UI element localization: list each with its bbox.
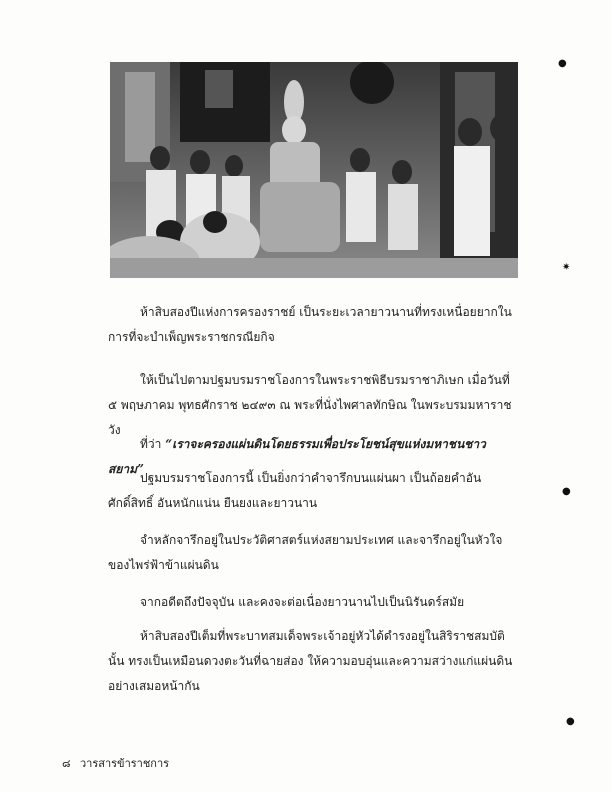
royal-oath-quote: “เราจะครองแผ่นดินโดยธรรมเพื่อประโยชน์สุขแห่งมหาชนชาวสยาม”: [108, 437, 486, 476]
publication-name: วารสารข้าราชการ: [80, 757, 170, 770]
paragraph-6: จากอดีตถึงปัจจุบัน และคงจะต่อเนื่องยาวนานไปเป็นนิรันดร์สมัย: [140, 595, 465, 609]
quote-prefix: ที่ว่า: [140, 437, 162, 451]
paragraph-2: ให้เป็นไปตามปฐมบรมราชโองการในพระราชพิธีบรมราชาภิเษก เมื่อวันที่ ๕ พฤษภาคม พุทธศักราช ๒๔๙๓ ณ พระที่นั่งไพศาลทักษิณ ในพระบรมมหาราชวัง: [108, 373, 512, 437]
margin-bullet: ●: [562, 486, 571, 497]
margin-bullet: ●: [558, 58, 567, 69]
paragraph-5: จำหลักจารึกอยู่ในประวัติศาสตร์แห่งสยามประเทศ และจารึกอยู่ในหัวใจของไพร่ฟ้าข้าแผ่นดิน: [108, 533, 503, 572]
page-number: ๘: [62, 757, 71, 770]
paragraph-7: ห้าสิบสองปีเต็มที่พระบาทสมเด็จพระเจ้าอยู่หัวได้ดำรงอยู่ในสิริราชสมบัตินั้น ทรงเป็นเหมือนดวงตะวันที่ฉายส่อง ให้ความอบอุ่นและความสว่างแก่แผ่นดินอย่างเสมอหน้ากัน: [108, 629, 513, 693]
paragraph-1: ห้าสิบสองปีแห่งการครองราชย์ เป็นระยะเวลายาวนานที่ทรงเหนื่อยยากในการที่จะบำเพ็ญพระราชกรณียกิจ: [108, 305, 512, 344]
margin-bullet: ✷: [562, 262, 571, 273]
paragraph-4: ปฐมบรมราชโองการนี้ เป็นยิ่งกว่าคำจารึกบนแผ่นผา เป็นถ้อยคำอันศักดิ์สิทธิ์ อันหนักแน่น ยืนยงและยาวนาน: [108, 471, 482, 510]
page-footer: [62, 754, 169, 772]
ceremony-photo: [110, 62, 518, 278]
margin-bullet: ●: [566, 716, 575, 727]
